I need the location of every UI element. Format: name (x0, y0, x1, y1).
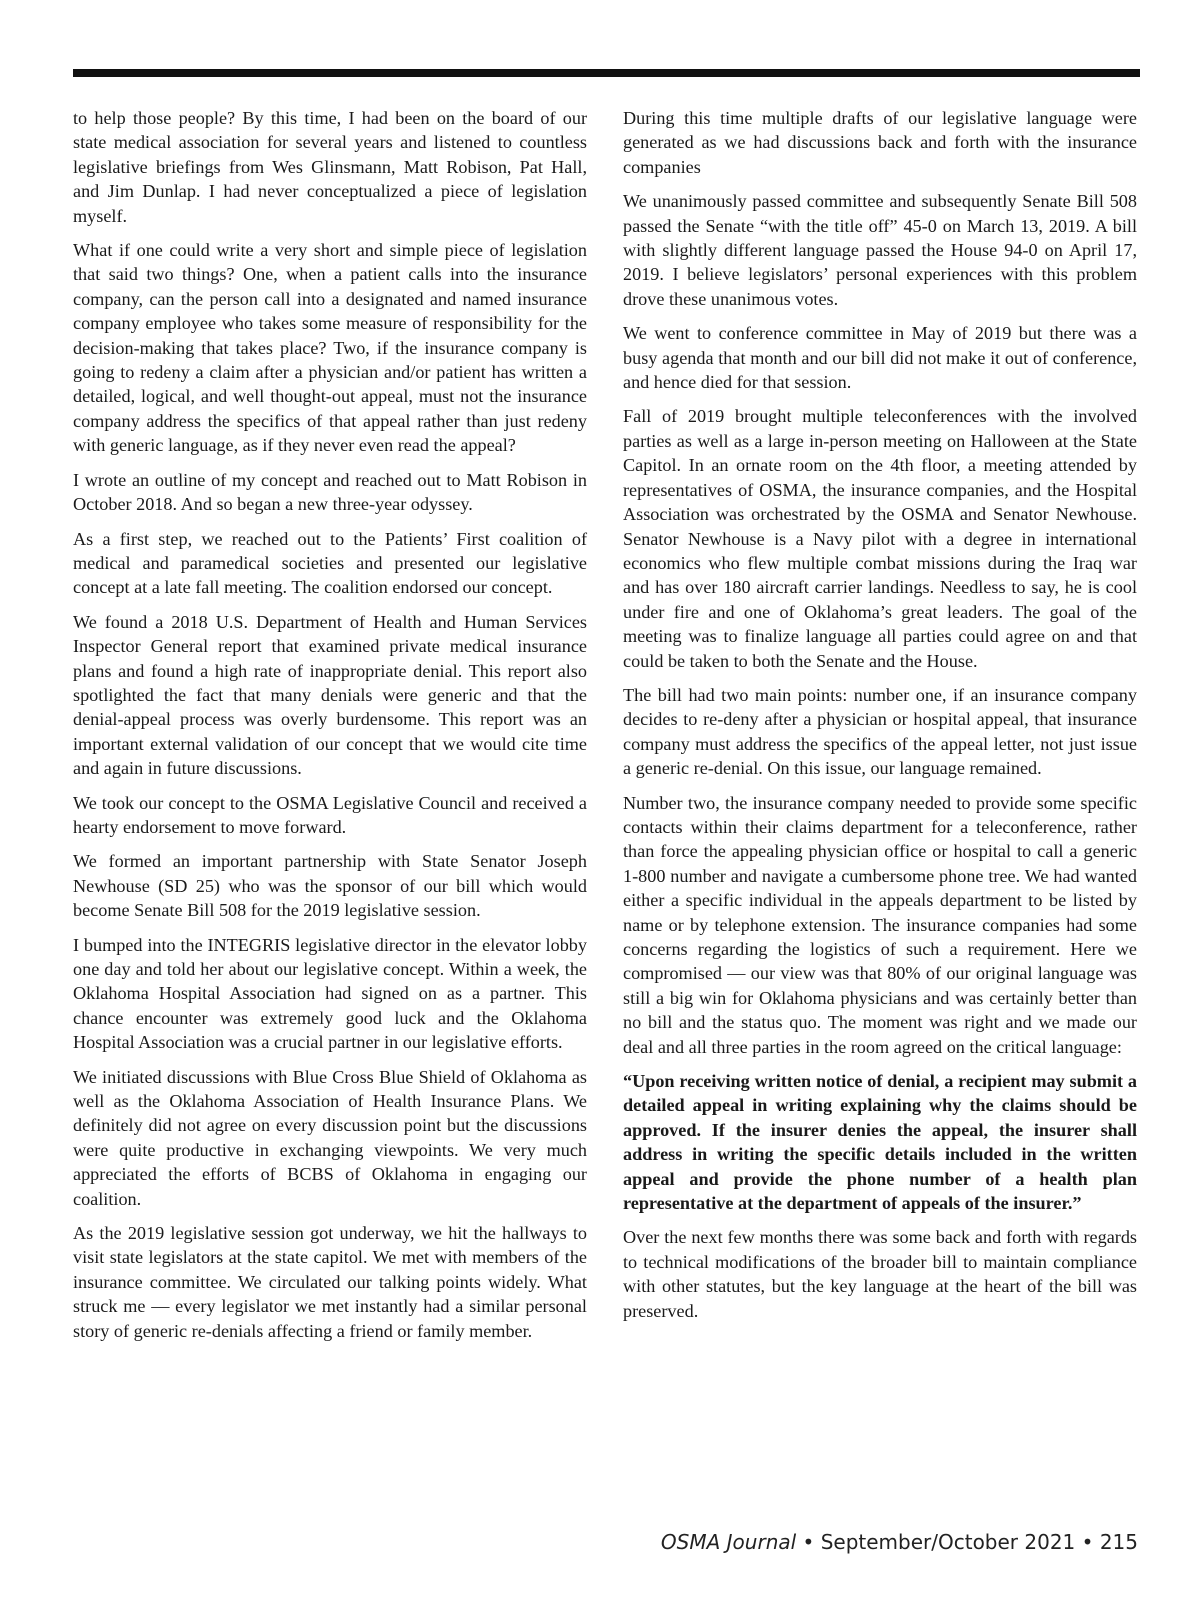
paragraph: to help those people? By this time, I had been on the board of our state medical association for several years and listened to countless legislative briefings from Wes Glinsmann, Matt Robison, Pat Hall, and Jim Dunlap. I had never conceptualized a piece of legislation myself. (73, 108, 587, 226)
left-column (73, 106, 587, 1353)
paragraph: We went to conference committee in May of 2019 but there was a busy agenda that month and our bill did not make it out of conference, and hence died for that session. (623, 323, 1137, 393)
paragraph: We found a 2018 U.S. Department of Health and Human Services Inspector General report that examined private medical insurance plans and found a high rate of inappropriate denial. This report also spotlighted the fact that many denials were generic and that the denial-appeal process was overly burdensome. This report was an important external validation of our concept that we would cite time and again in future discussions. (73, 611, 587, 779)
paragraph: I bumped into the INTEGRIS legislative director in the elevator lobby one day and told her about our legislative concept. Within a week, the Oklahoma Hospital Association had signed on as a partner. This chance encounter was extremely good luck and the Oklahoma Hospital Association was a crucial partner in our legislative efforts. (73, 934, 587, 1053)
paragraph: As a first step, we reached out to the Patients’ First coalition of medical and paramedical societies and presented our legislative concept at a late fall meeting. The coalition endorsed our concept. (73, 528, 587, 598)
top-rule (73, 69, 1140, 77)
paragraph: We took our concept to the OSMA Legislative Council and received a hearty endorsement to move forward. (73, 792, 587, 837)
paragraph: Over the next few months there was some back and forth with regards to technical modifications of the broader bill to maintain compliance with other statutes, but the key language at the heart of the bill was preserved. (623, 1227, 1137, 1321)
right-column (623, 106, 1137, 1333)
paragraph: During this time multiple drafts of our legislative language were generated as we had discussions back and forth with the insurance companies (623, 108, 1137, 177)
paragraph: We initiated discussions with Blue Cross Blue Shield of Oklahoma as well as the Oklahoma Association of Health Insurance Plans. We definitely did not agree on every discussion point but the discussions were quite productive in exchanging viewpoints. We very much appreciated the efforts of BCBS of Oklahoma in engaging our coalition. (73, 1066, 587, 1209)
paragraph: I wrote an outline of my concept and reached out to Matt Robison in October 2018. And so began a new three-year odyssey. (73, 469, 587, 515)
paragraph: Fall of 2019 brought multiple teleconferences with the involved parties as well as a large in-person meeting on Halloween at the State Capitol. In an ornate room on the 4th floor, a meeting attended by representatives of OSMA, the insurance companies, and the Hospital Association was orchestrated by the OSMA and Senator Newhouse. Senator Newhouse is a Navy pilot with a degree in international economics who flew multiple combat missions during the Iraq war and has over 180 aircraft carrier landings. Needless to say, he is cool under fire and one of Oklahoma’s great leaders. The goal of the meeting was to finalize language all parties could agree on and that could be taken to both the Senate and the House. (623, 406, 1137, 671)
bill-language-quote: “Upon receiving written notice of denial, a recipient may submit a detailed appeal in writing explaining why the claims should be approved. If the insurer denies the appeal, the insurer shall address in writing the specific details included in the written appeal and provide the phone number of a health plan representative at the department of appeals of the insurer.” (623, 1071, 1137, 1214)
journal-title: OSMA Journal (660, 1530, 797, 1554)
paragraph: We formed an important partnership with State Senator Joseph Newhouse (SD 25) who was the sponsor of our bill which would become Senate Bill 508 for the 2019 legislative session. (73, 851, 587, 921)
paragraph: As the 2019 legislative session got underway, we hit the hallways to visit state legislators at the state capitol. We met with members of the insurance committee. We circulated our talking points widely. What struck me — every legislator we met instantly had a similar personal story of generic re-denials affecting a friend or family member. (73, 1223, 587, 1341)
paragraph: The bill had two main points: number one, if an insurance company decides to re-deny after a physician or hospital appeal, that insurance company must address the specifics of the appeal letter, not just issue a generic re-denial. On this issue, our language remained. (623, 684, 1137, 779)
paragraph: Number two, the insurance company needed to provide some specific contacts within their claims department for a teleconference, rather than force the appealing physician office or hospital to call a generic 1-800 number and navigate a cumbersome phone tree. We had wanted either a specific individual in the appeals department to be listed by name or by telephone extension. The insurance companies had some concerns regarding the logistics of such a requirement. Here we compromised — our view was that 80% of our original language was still a big win for Oklahoma physicians and was certainly better than no bill and the status quo. The moment was right and we made our deal and all three parties in the room agreed on the critical language: (623, 792, 1137, 1057)
footer-separator: • (802, 1530, 815, 1554)
footer-separator: • (1081, 1530, 1094, 1554)
page-footer (661, 1530, 1138, 1554)
page-number: 215 (1099, 1530, 1138, 1554)
paragraph: What if one could write a very short and simple piece of legislation that said two things? One, when a patient calls into the insurance company, can the person call into a designated and named insurance company employee who takes some measure of responsibility for the decision-making that takes place? Two, if the insurance company is going to redeny a claim after a physician and/or patient has written a detailed, logical, and well thought-out appeal, must not the insurance company address the specifics of that appeal rather than just redeny with generic language, as if they never even read the appeal? (73, 240, 587, 456)
paragraph: We unanimously passed committee and subsequently Senate Bill 508 passed the Senate “with the title off” 45-0 on March 13, 2019. A bill with slightly different language passed the House 94-0 on April 17, 2019. I believe legislators’ personal experiences with this problem drove these unanimous votes. (623, 191, 1137, 309)
issue-date: September/October 2021 (820, 1530, 1076, 1554)
